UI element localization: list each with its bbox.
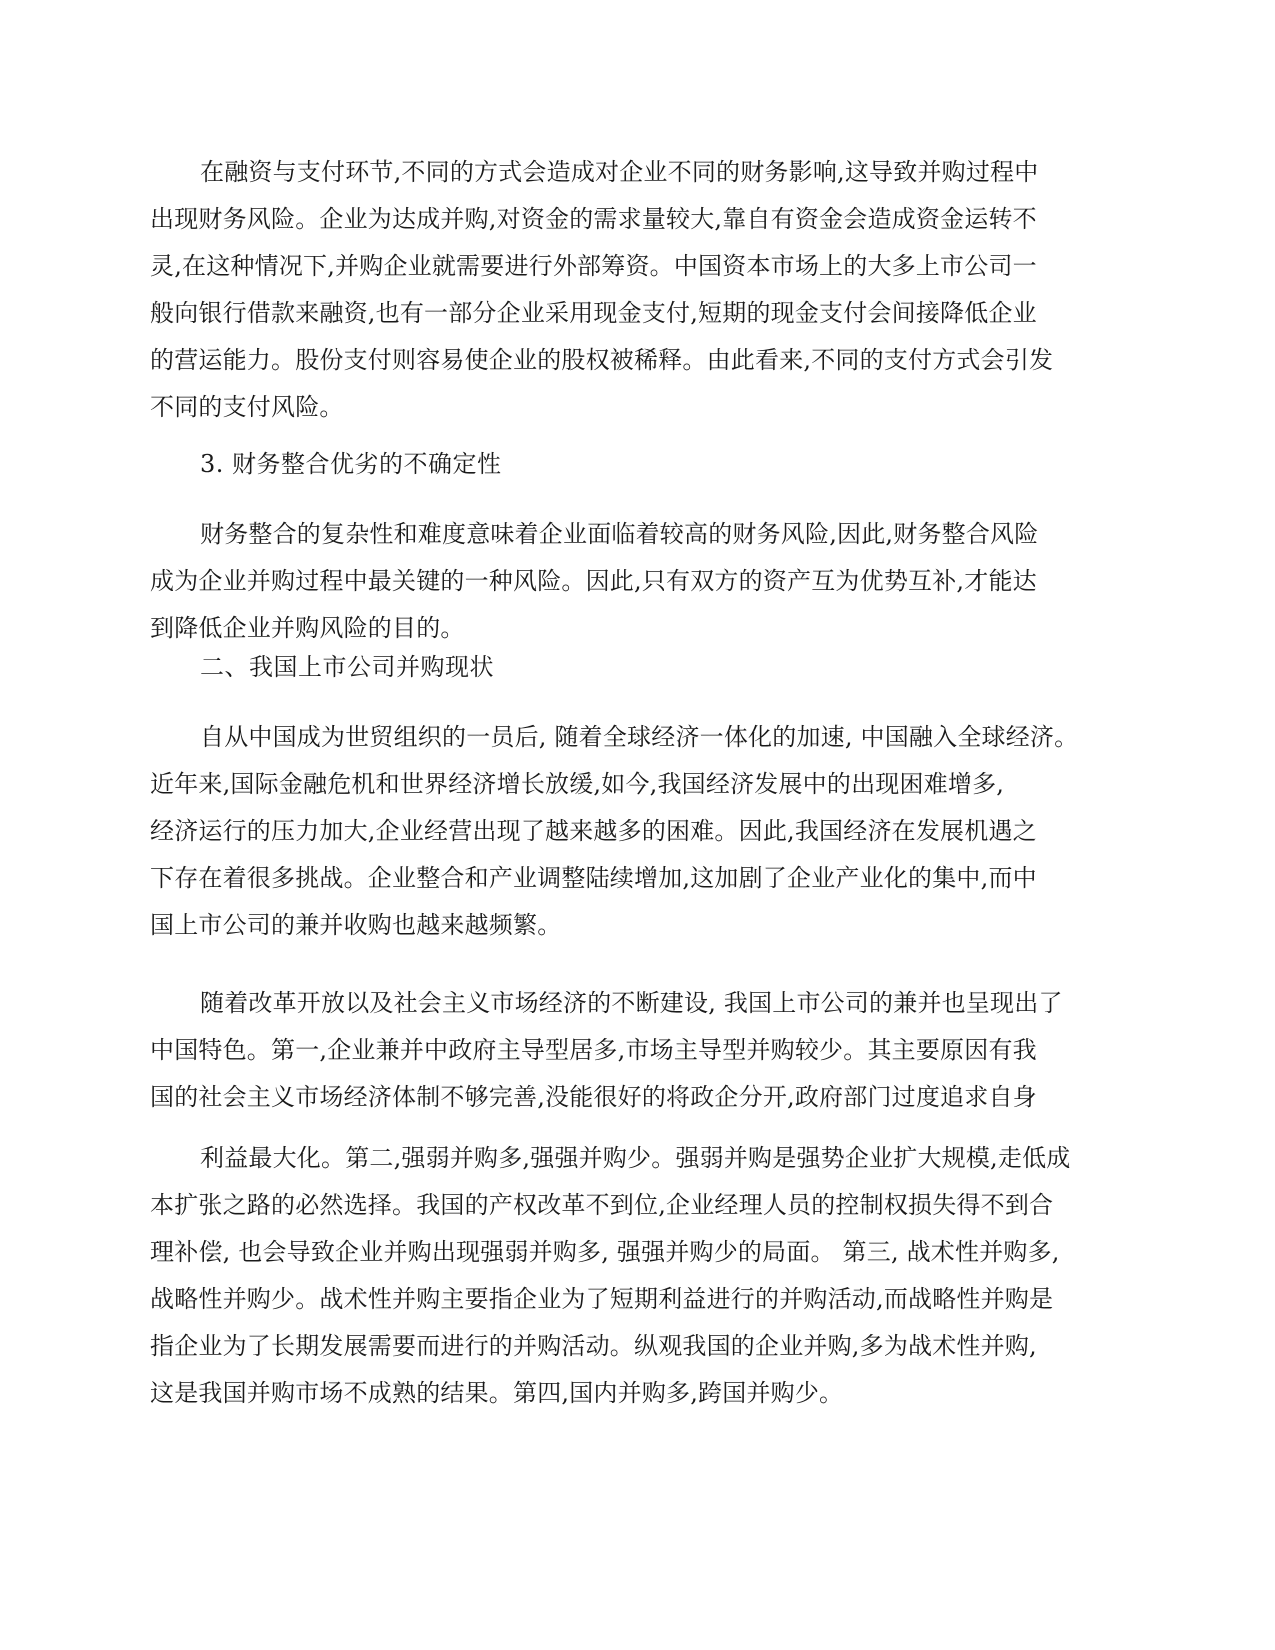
heading-text: 3. 财务整合优劣的不确定性 [200, 450, 502, 478]
text-line: 战略性并购少。战术性并购主要指企业为了短期利益进行的并购活动,而战略性并购是 [150, 1285, 1054, 1313]
text-line: 到降低企业并购风险的目的。 [150, 614, 465, 642]
text-line: 的营运能力。股份支付则容易使企业的股权被稀释。由此看来,不同的支付方式会引发 [150, 346, 1054, 374]
text-line: 出现财务风险。企业为达成并购,对资金的需求量较大,靠自有资金会造成资金运转不 [150, 205, 1037, 233]
text-line: 国的社会主义市场经济体制不够完善,没能很好的将政企分开,政府部门过度追求自身 [150, 1083, 1037, 1111]
text-line: 理补偿, 也会导致企业并购出现强弱并购多, 强强并购少的局面。 第三, 战术性并购多, [150, 1238, 1060, 1266]
section-heading-ma-status [150, 644, 1090, 691]
text-line: 本扩张之路的必然选择。我国的产权改革不到位,企业经理人员的控制权损失得不到合 [150, 1191, 1054, 1219]
text-line: 利益最大化。第二,强弱并购多,强强并购少。强弱并购是强势企业扩大规模,走低成 [200, 1144, 1071, 1172]
paragraph-financing-payment [150, 149, 1090, 431]
text-line: 随着改革开放以及社会主义市场经济的不断建设, 我国上市公司的兼并也呈现出了 [200, 989, 1063, 1017]
text-line: 成为企业并购过程中最关键的一种风险。因此,只有双方的资产互为优势互补,才能达 [150, 567, 1037, 595]
text-line: 在融资与支付环节,不同的方式会造成对企业不同的财务影响,这导致并购过程中 [200, 158, 1039, 186]
paragraph-financial-integration [150, 511, 1090, 652]
text-line: 灵,在这种情况下,并购企业就需要进行外部筹资。中国资本市场上的大多上市公司一 [150, 252, 1037, 280]
text-line: 经济运行的压力加大,企业经营出现了越来越多的困难。因此,我国经济在发展机遇之 [150, 817, 1037, 845]
paragraph-wto-economy [150, 714, 1090, 949]
text-line: 这是我国并购市场不成熟的结果。第四,国内并购多,跨国并购少。 [150, 1379, 844, 1407]
paragraph-chinese-characteristics [150, 980, 1090, 1121]
text-line: 国上市公司的兼并收购也越来越频繁。 [150, 911, 562, 939]
text-line: 中国特色。第一,企业兼并中政府主导型居多,市场主导型并购较少。其主要原因有我 [150, 1036, 1037, 1064]
paragraph-merger-types [150, 1135, 1090, 1417]
heading-text: 二、我国上市公司并购现状 [200, 653, 494, 681]
text-line: 近年来,国际金融危机和世界经济增长放缓,如今,我国经济发展中的出现困难增多, [150, 770, 1005, 798]
section-heading-financial-integration [150, 441, 1090, 488]
text-line: 不同的支付风险。 [150, 393, 344, 421]
text-line: 财务整合的复杂性和难度意味着企业面临着较高的财务风险,因此,财务整合风险 [200, 520, 1039, 548]
text-line: 自从中国成为世贸组织的一员后, 随着全球经济一体化的加速, 中国融入全球经济。 [200, 723, 1079, 751]
text-line: 下存在着很多挑战。企业整合和产业调整陆续增加,这加剧了企业产业化的集中,而中 [150, 864, 1037, 892]
text-line: 指企业为了长期发展需要而进行的并购活动。纵观我国的企业并购,多为战术性并购, [150, 1332, 1037, 1360]
text-line: 般向银行借款来融资,也有一部分企业采用现金支付,短期的现金支付会间接降低企业 [150, 299, 1037, 327]
